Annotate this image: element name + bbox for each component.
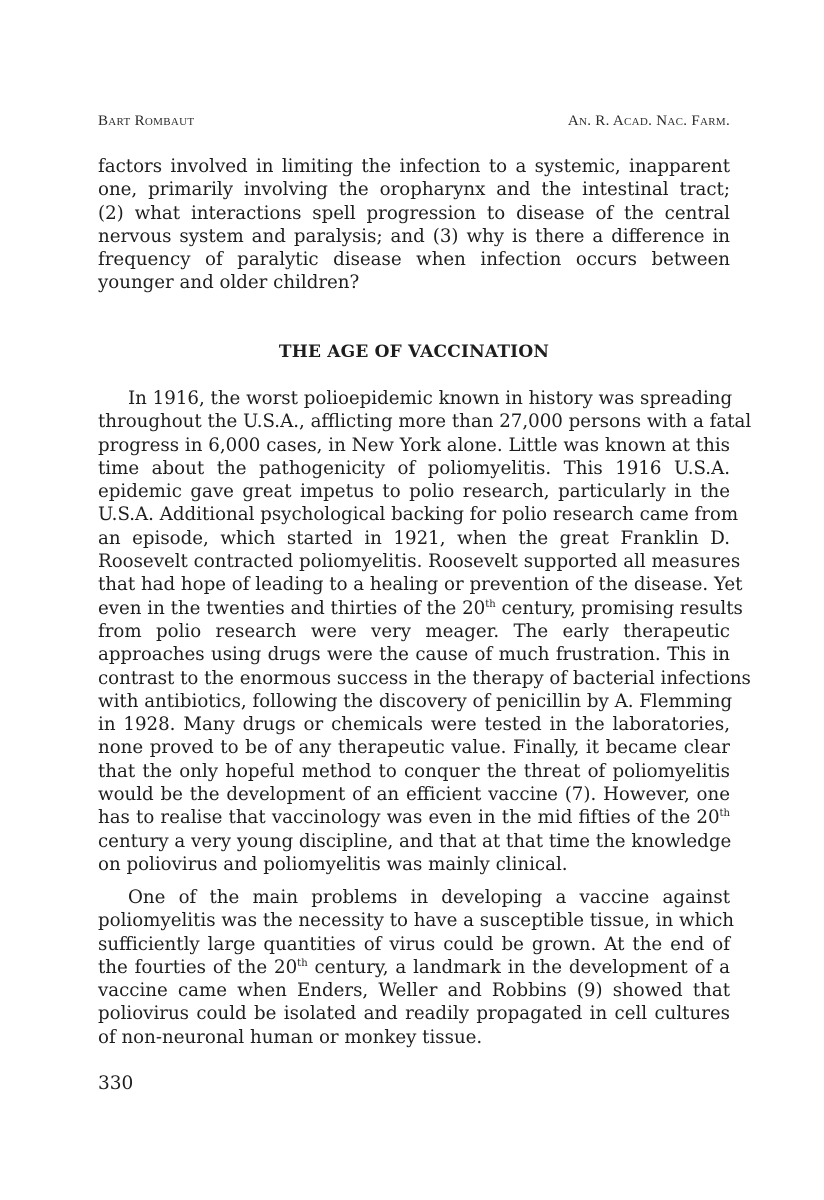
running-head xyxy=(98,113,730,133)
text-line: that the only hopeful method to conquer the threat of poliomyelitis xyxy=(98,760,730,782)
text-line: even in the twenties and thirties of the 20th century, promising results xyxy=(98,597,743,619)
text-line: none proved to be of any therapeutic value. Finally, it became clear xyxy=(98,737,730,759)
text-line: vaccine came when Enders, Weller and Robbins (9) showed that xyxy=(98,980,730,1002)
running-head-journal: An. R. Acad. Nac. Farm. xyxy=(567,113,730,129)
text-line: of non-neuronal human or monkey tissue. xyxy=(98,1026,483,1048)
text-line: nervous system and paralysis; and (3) why is there a difference in xyxy=(98,225,730,247)
body-paragraph-1 xyxy=(98,387,752,876)
text-line: factors involved in limiting the infection to a systemic, inapparent xyxy=(98,156,730,177)
text-line: One of the main problems in developing a vaccine against xyxy=(128,887,730,908)
text-line: an episode, which started in 1921, when the great Franklin D. xyxy=(98,527,730,549)
document-page xyxy=(98,0,752,1200)
text-line: from polio research were very meager. The early therapeutic xyxy=(98,620,730,642)
section-heading: THE AGE OF VACCINATION xyxy=(278,342,550,362)
text-line: the fourties of the 20th century, a landmark in the development of a xyxy=(98,956,730,978)
text-line: poliovirus could be isolated and readily propagated in cell cultures xyxy=(98,1003,730,1025)
text-line: time about the pathogenicity of poliomyelitis. This 1916 U.S.A. xyxy=(98,457,730,479)
text-line: throughout the U.S.A., afflicting more than 27,000 persons with a fatal xyxy=(98,411,752,433)
text-line: U.S.A. Additional psychological backing for polio research came from xyxy=(98,504,739,526)
text-line: epidemic gave great impetus to polio research, particularly in the xyxy=(98,481,730,503)
text-line: (2) what interactions spell progression to disease of the central xyxy=(98,202,730,224)
text-line: has to realise that vaccinology was even in the mid fifties of the 20th xyxy=(98,807,730,829)
text-line: younger and older children? xyxy=(98,272,360,294)
text-line: Roosevelt contracted poliomyelitis. Roosevelt supported all measures xyxy=(98,551,741,573)
text-line: one, primarily involving the oropharynx and the intestinal tract; xyxy=(98,179,730,201)
text-line: sufficiently large quantities of virus could be grown. At the end of xyxy=(98,933,730,955)
body-paragraph-2 xyxy=(98,886,734,1049)
page-number: 330 xyxy=(98,1073,134,1094)
text-line: with antibiotics, following the discovery of penicillin by A. Flemming xyxy=(98,690,733,712)
text-line: on poliovirus and poliomyelitis was mainly clinical. xyxy=(98,853,568,875)
text-line: would be the development of an efficient vaccine (7). However, one xyxy=(98,784,730,806)
text-line: in 1928. Many drugs or chemicals were tested in the laboratories, xyxy=(98,714,730,736)
text-line: progress in 6,000 cases, in New York alone. Little was known at this xyxy=(98,434,730,456)
text-line: that had hope of leading to a healing or prevention of the disease. Yet xyxy=(98,574,743,596)
text-line: frequency of paralytic disease when infection occurs between xyxy=(98,249,730,271)
text-line: poliomyelitis was the necessity to have a susceptible tissue, in which xyxy=(98,910,734,932)
text-line: In 1916, the worst polioepidemic known in history was spreading xyxy=(128,388,733,409)
continuation-paragraph xyxy=(98,155,730,295)
running-head-author: Bart Rombaut xyxy=(98,113,195,129)
text-line: century a very young discipline, and that at that time the knowledge xyxy=(98,830,732,852)
text-line: approaches using drugs were the cause of much frustration. This in xyxy=(98,644,730,666)
text-line: contrast to the enormous success in the therapy of bacterial infections xyxy=(98,667,751,689)
